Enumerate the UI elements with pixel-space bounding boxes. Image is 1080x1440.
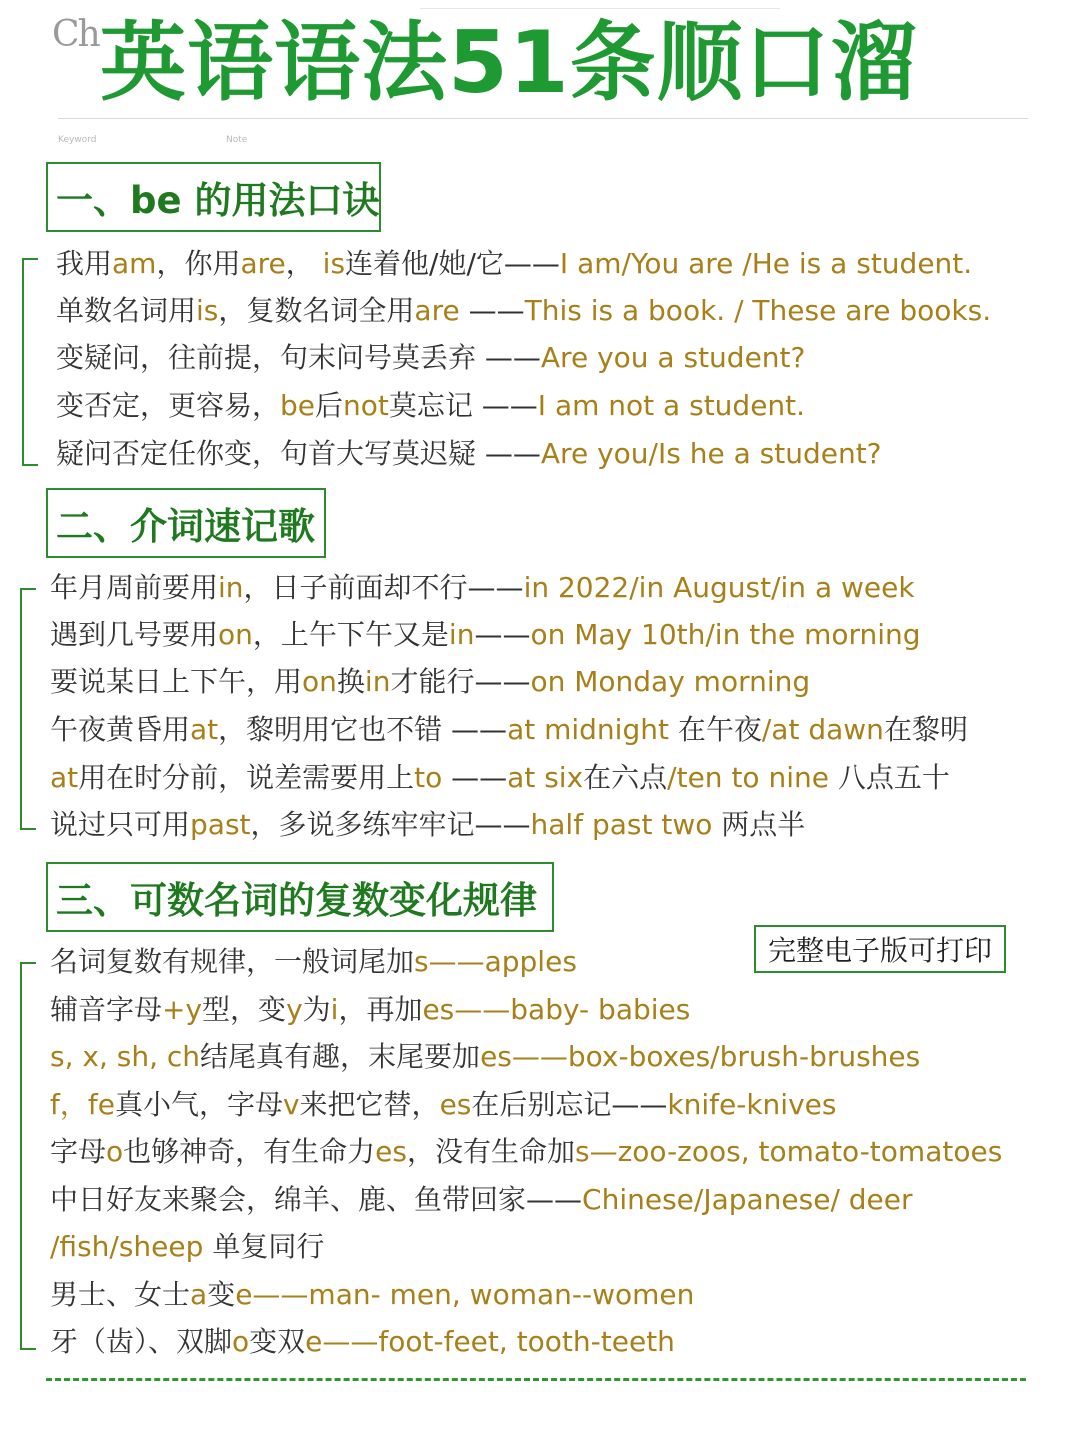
chinese-text: 变疑问，往前提，句末问号莫丢弃 —— (56, 341, 541, 374)
chinese-text: 结尾真有趣，末尾要加 (200, 1040, 481, 1073)
english-text: in (364, 665, 391, 698)
section-1-line (56, 437, 882, 470)
chinese-text: 疑问否定任你变，句首大写莫迟疑 —— (56, 437, 541, 470)
chinese-text: 后 (315, 389, 344, 422)
chinese-text: ，再加 (338, 993, 423, 1026)
chinese-text: 名词复数有规律，一般词尾加 (50, 945, 415, 978)
english-text: This is a book. / These are books. (524, 294, 992, 327)
english-text: are (414, 294, 460, 327)
english-text: s, x, sh, ch (50, 1040, 201, 1073)
english-text: es——baby- babies (422, 993, 691, 1026)
chinese-text: ，多说多练牢牢记—— (250, 808, 531, 841)
chinese-text: 来把它替， (299, 1088, 440, 1121)
section-2-line (50, 618, 921, 651)
chinese-text: 换 (336, 665, 365, 698)
chinese-text: 中日好友来聚会，绵羊、鹿、鱼带回家—— (50, 1183, 583, 1216)
chinese-text: 男士、女士 (50, 1278, 191, 1311)
keyword-label: Keyword (58, 135, 97, 145)
english-text: es (439, 1088, 472, 1121)
header-rule (58, 118, 1028, 119)
english-text: on (302, 665, 337, 698)
english-text: are (240, 247, 286, 280)
english-text: /at dawn (761, 713, 884, 746)
chinese-text: ，你用 (156, 247, 241, 280)
english-text: be (280, 389, 316, 422)
english-text: I am/You are /He is a student. (559, 247, 973, 280)
english-text: e——foot-feet, tooth-teeth (305, 1325, 675, 1358)
section-3-line (50, 1230, 325, 1263)
chinese-text: 在黎明 (883, 713, 968, 746)
section-2-line (50, 713, 968, 746)
print-version-badge: 完整电子版可打印 (754, 925, 1006, 973)
english-text: in 2022/in August/in a week (523, 571, 915, 604)
english-text: a (190, 1278, 208, 1311)
chinese-text: 在六点 (583, 761, 668, 794)
chinese-text: 真小气，字母 (114, 1088, 283, 1121)
english-text: v (282, 1088, 300, 1121)
section-2-line (50, 808, 806, 841)
english-text: on May 10th/in the morning (530, 618, 921, 651)
page-title: 英语语法51条顺口溜 (100, 13, 918, 113)
chinese-text: ，黎明用它也不错 —— (218, 713, 508, 746)
chinese-text: 年月周前要用 (50, 571, 219, 604)
english-text: o (106, 1135, 124, 1168)
ghost-header-text: Ch (52, 14, 99, 55)
chinese-text: —— (442, 761, 508, 794)
section-2-line (50, 665, 811, 698)
chinese-text: 辅音字母 (50, 993, 163, 1026)
english-text: i (330, 993, 339, 1026)
english-text: to (414, 761, 443, 794)
english-text: +y (162, 993, 203, 1026)
english-text: in (448, 618, 475, 651)
section-1-line (56, 247, 973, 280)
chinese-text: 型，变 (202, 993, 287, 1026)
chinese-text: 午夜黄昏用 (50, 713, 191, 746)
chinese-text: ，日子前面却不行—— (243, 571, 524, 604)
chinese-text: 用在时分前，说差需要用上 (78, 761, 415, 794)
chinese-text: 变双 (249, 1325, 306, 1358)
chinese-text: 在午夜 (677, 713, 762, 746)
chinese-text: 两点半 (721, 808, 806, 841)
section-2-line (50, 571, 915, 604)
section-3-line (50, 1040, 921, 1073)
english-text: /ten to nine (667, 761, 838, 794)
section-3-line (50, 945, 577, 978)
section-3-bracket (20, 962, 36, 1350)
section-1-line (56, 294, 992, 327)
section-3-line (50, 1135, 1003, 1168)
english-text: Are you a student? (540, 341, 806, 374)
section-1-line (56, 341, 806, 374)
section-3-line (50, 1183, 913, 1216)
english-text: is (313, 247, 346, 280)
english-text: at six (507, 761, 584, 794)
chinese-text: 连着他/她/它—— (345, 247, 560, 280)
english-text: on Monday morning (530, 665, 811, 698)
section-3-line (50, 1325, 675, 1358)
english-text: Are you/Is he a student? (540, 437, 882, 470)
english-text: s——apples (414, 945, 577, 978)
english-text: knife-knives (667, 1088, 837, 1121)
top-thin-rule (420, 8, 780, 9)
english-text: at (50, 761, 79, 794)
english-text: in (218, 571, 244, 604)
english-text: Chinese/Japanese/ deer (582, 1183, 913, 1216)
section-3-line (50, 1088, 837, 1121)
section-2-line (50, 761, 950, 794)
chinese-text: ，复数名词全用 (218, 294, 415, 327)
section-1-line (56, 389, 806, 422)
english-text: s—zoo-zoos, tomato-tomatoes (575, 1135, 1003, 1168)
section-1-heading: 一、be 的用法口诀 (46, 162, 381, 232)
note-label: Note (226, 135, 248, 145)
english-text: am (112, 247, 157, 280)
english-text: I am not a student. (537, 389, 806, 422)
chinese-text: —— (474, 618, 531, 651)
chinese-text: 莫忘记 —— (388, 389, 538, 422)
chinese-text: 我用 (56, 247, 113, 280)
chinese-text: 单复同行 (212, 1230, 325, 1263)
english-text: f，fe (50, 1088, 115, 1121)
section-3-line (50, 993, 691, 1026)
chinese-text: 牙（齿）、双脚 (50, 1325, 233, 1358)
chinese-text: 变 (207, 1278, 236, 1311)
english-text: e——man- men, woman--women (235, 1278, 695, 1311)
section-1-bracket (22, 258, 38, 466)
chinese-text: —— (459, 294, 525, 327)
chinese-text: 也够神奇，有生命力 (123, 1135, 376, 1168)
english-text: at (190, 713, 219, 746)
chinese-text: 说过只可用 (50, 808, 191, 841)
english-text: es——box-boxes/brush-brushes (480, 1040, 921, 1073)
english-text: y (286, 993, 303, 1026)
english-text: at midnight (507, 713, 678, 746)
section-3-heading: 三、可数名词的复数变化规律 (46, 862, 554, 932)
chinese-text: 才能行—— (390, 665, 531, 698)
chinese-text: 遇到几号要用 (50, 618, 219, 651)
section-2-bracket (20, 588, 36, 830)
english-text: o (232, 1325, 250, 1358)
english-text: not (343, 389, 389, 422)
chinese-text: 为 (302, 993, 331, 1026)
english-text: half past two (530, 808, 722, 841)
chinese-text: ， (285, 247, 314, 280)
chinese-text: 单数名词用 (56, 294, 197, 327)
chinese-text: 字母 (50, 1135, 107, 1168)
english-text: /fish/sheep (50, 1230, 213, 1263)
english-text: es (375, 1135, 407, 1168)
section-2-heading: 二、介词速记歌 (46, 488, 326, 558)
chinese-text: 要说某日上下午，用 (50, 665, 303, 698)
footer-dashed-rule (46, 1378, 1026, 1381)
chinese-text: 在后别忘记—— (471, 1088, 668, 1121)
english-text: on (218, 618, 253, 651)
chinese-text: 八点五十 (837, 761, 950, 794)
chinese-text: ，没有生命加 (407, 1135, 576, 1168)
section-3-line (50, 1278, 695, 1311)
english-text: is (196, 294, 219, 327)
chinese-text: 变否定，更容易， (56, 389, 281, 422)
english-text: past (190, 808, 251, 841)
chinese-text: ，上午下午又是 (252, 618, 449, 651)
